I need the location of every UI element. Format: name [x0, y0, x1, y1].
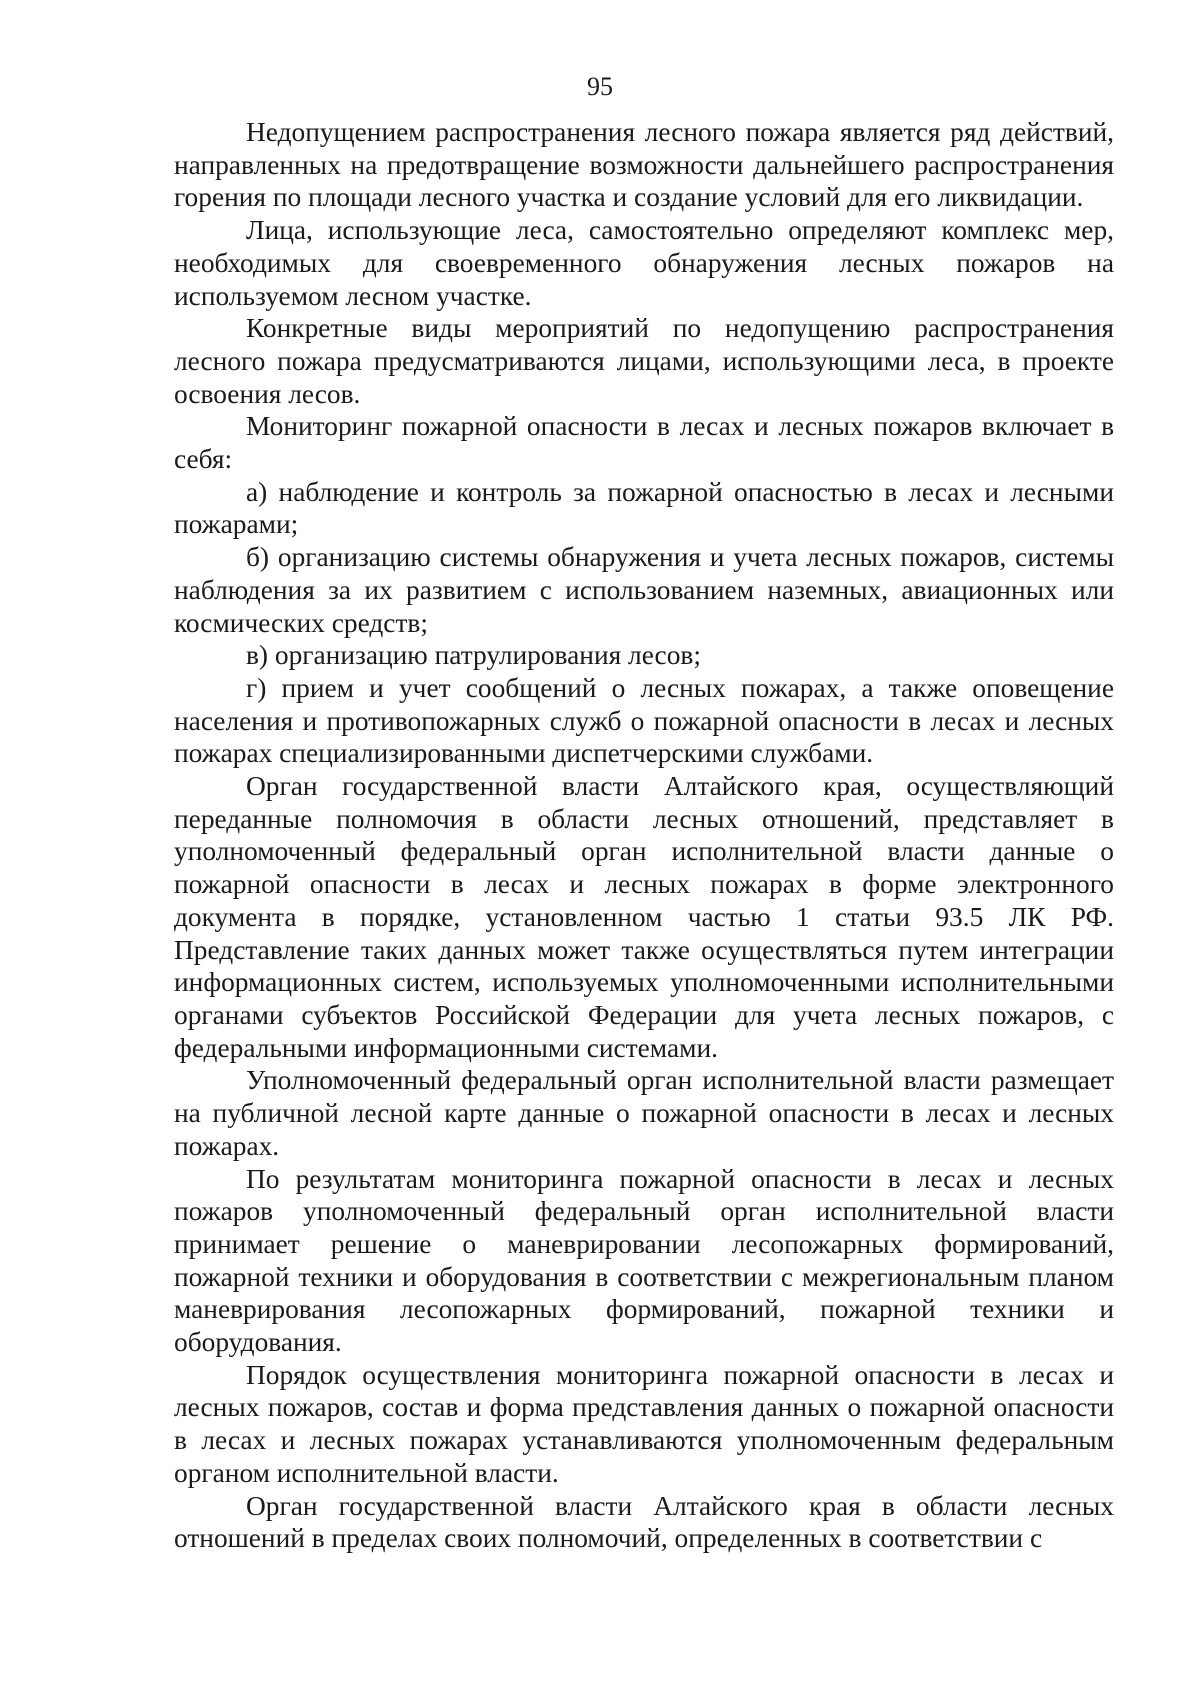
list-item: б) организацию системы обнаружения и учета лесных пожаров, системы наблюдения за их развитием с использованием наземных, авиационных или космических средств; — [174, 542, 1114, 638]
paragraph: Недопущением распространения лесного пожара является ряд действий, направленных на предотвращение возможности дальнейшего распространения горения по площади лесного участка и создание условий для его ликвидации. — [174, 117, 1114, 213]
document-body — [174, 116, 1114, 1555]
list-item: в) организацию патрулирования лесов; — [246, 640, 701, 671]
paragraph: Порядок осуществления мониторинга пожарной опасности в лесах и лесных пожаров, состав и форма представления данных о пожарной опасности в лесах и лесных пожарах устанавливаются уполномоченным федеральным органом исполнительной власти. — [174, 1359, 1114, 1488]
paragraph: Конкретные виды мероприятий по недопущению распространения лесного пожара предусматриваются лицами, использующими леса, в проекте освоения лесов. — [174, 313, 1114, 409]
list-item: г) прием и учет сообщений о лесных пожарах, а также оповещение населения и противопожарных служб о пожарной опасности в лесах и лесных пожарах специализированными диспетчерскими службами. — [174, 672, 1114, 769]
paragraph: Орган государственной власти Алтайского края в области лесных отношений в пределах своих полномочий, определенных в соответствии с — [174, 1490, 1114, 1554]
paragraph: Уполномоченный федеральный орган исполнительной власти размещает на публичной лесной карте данные о пожарной опасности в лесах и лесных пожарах. — [174, 1065, 1114, 1161]
list-item: а) наблюдение и контроль за пожарной опасностью в лесах и лесными пожарами; — [174, 476, 1114, 540]
paragraph: Лица, использующие леса, самостоятельно определяют комплекс мер, необходимых для своевременного обнаружения лесных пожаров на используемом лесном участке. — [174, 215, 1114, 311]
paragraph: Орган государственной власти Алтайского края, осуществляющий переданные полномочия в области лесных отношений, представляет в уполномоченный федеральный орган исполнительной власти данные о пожарной опасности в лесах и лесных пожарах в форме электронного документа в порядке, установленном частью 1 статьи 93.5 ЛК РФ. Представление таких данных может также осуществляться путем интеграции информационных систем, используемых уполномоченными исполнительными органами субъектов Российской Федерации для учета лесных пожаров, с федеральными информационными системами. — [174, 771, 1114, 1063]
paragraph: Мониторинг пожарной опасности в лесах и лесных пожаров включает в себя: — [174, 411, 1114, 475]
paragraph: По результатам мониторинга пожарной опасности в лесах и лесных пожаров уполномоченный федеральный орган исполнительной власти принимает решение о маневрировании лесопожарных формирований, пожарной техники и оборудования в соответствии с межрегиональным планом маневрирования лесопожарных формирований, пожарной техники и оборудования. — [174, 1163, 1114, 1358]
page-number: 95 — [587, 72, 613, 101]
